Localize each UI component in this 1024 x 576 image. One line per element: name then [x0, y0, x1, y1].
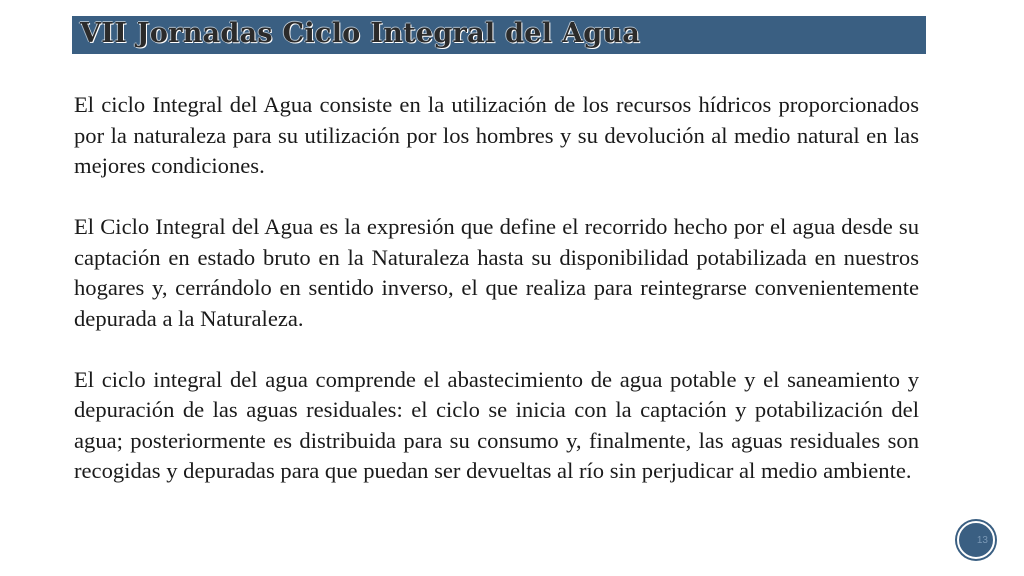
paragraph-3: El ciclo integral del agua comprende el abastecimiento de agua potable y el saneamiento y depuración de las aguas residuales: el ciclo se inicia con la captación y potabilización del agua; posteriormente es distribuida para su consumo y, finalmente, las aguas residuales son recogidas y depuradas para que puedan ser devueltas al río sin perjudicar al medio ambiente.: [74, 366, 919, 483]
paragraph-2: El Ciclo Integral del Agua es la expresión que define el recorrido hecho por el agua desde su captación en estado bruto en la Naturaleza hasta su disponibilidad potabilizada en nuestros hogares y, cerrándolo en sentido inverso, el que realiza para reintegrarse convenientemente depurada a la Naturaleza.: [74, 214, 919, 331]
page-number: 13: [976, 535, 988, 546]
slide-content: [74, 90, 919, 487]
slide-title: VII Jornadas Ciclo Integral del Agua: [80, 18, 641, 49]
paragraph-1: El ciclo Integral del Agua consiste en la utilización de los recursos hídricos proporcionados por la naturaleza para su utilización por los hombres y su devolución al medio natural en las mejores condiciones.: [74, 92, 919, 178]
title-bar: [72, 16, 926, 54]
page-number-badge: [957, 521, 995, 559]
